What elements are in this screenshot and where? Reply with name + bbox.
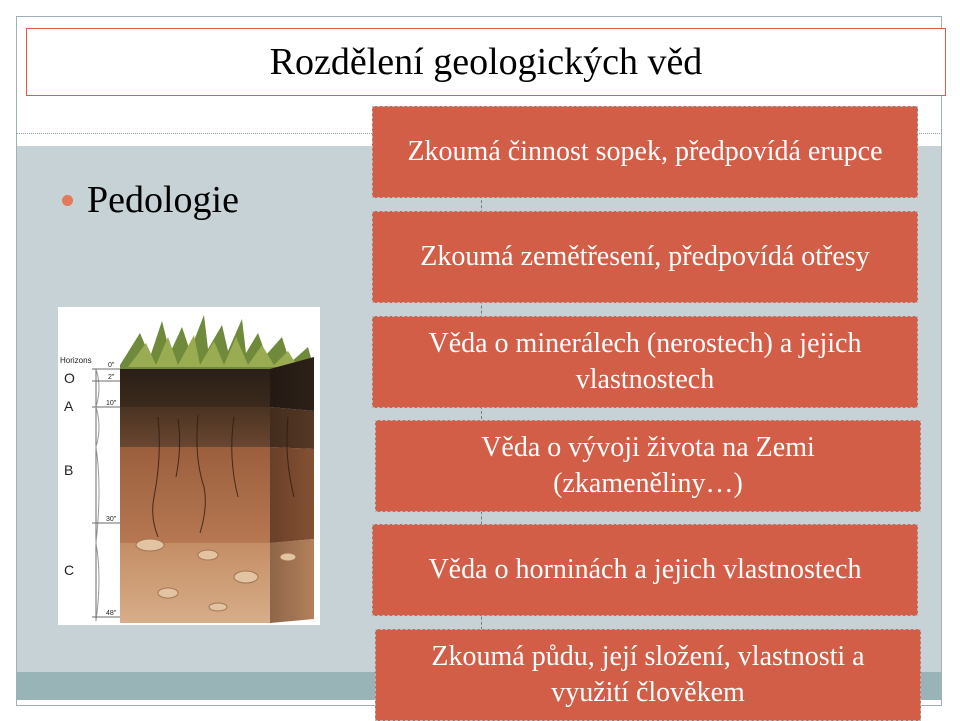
definition-text: Věda o vývoji života na Zemi (zkameněliny…) [481,432,815,499]
definition-text: Zkoumá činnost sopek, předpovídá erupce [407,136,883,167]
definition-box[interactable] [372,316,918,408]
depth-label: 0" [108,362,115,369]
definition-box[interactable] [372,211,918,303]
definition-text: Zkoumá půdu, její složení, vlastnosti a využití člověkem [431,641,865,708]
slide-title-text: Rozdělení geologických věd [269,41,703,83]
bullet-item [62,178,239,222]
definition-text: Věda o horninách a jejich vlastnostech [428,554,862,585]
definition-box[interactable] [372,106,918,198]
depth-label: 2" [108,374,115,381]
definition-text: Věda o minerálech (nerostech) a jejich vlastnostech [428,328,862,395]
horizon-label: B [64,462,74,478]
grass-icon [120,315,314,369]
definition-box[interactable] [372,524,918,616]
soil-profile-image [58,307,320,625]
horizon-label: A [64,398,74,414]
definition-box[interactable] [375,420,921,512]
horizon-label: O [64,370,75,386]
bullet-text: Pedologie [87,179,239,221]
definition-text: Zkoumá zemětřesení, předpovídá otřesy [420,241,870,272]
definition-box[interactable] [375,629,921,721]
depth-label: 48" [106,610,117,617]
horizons-label: Horizons [60,356,92,365]
bullet-dot-icon [62,195,73,206]
slide-title [26,28,946,96]
depth-label: 30" [106,516,117,523]
horizon-label: C [64,562,75,578]
depth-label: 10" [106,400,117,407]
